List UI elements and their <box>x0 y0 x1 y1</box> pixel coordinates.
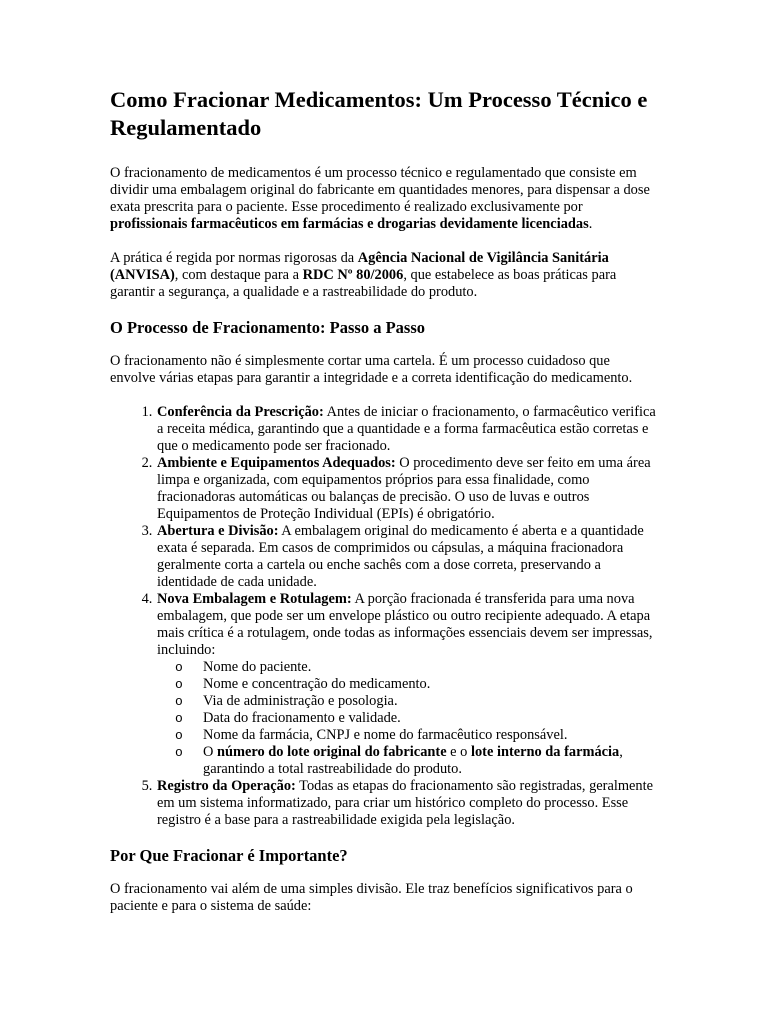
list-item-step-2 <box>156 455 658 523</box>
anvisa-bold: Agência Nacional de Vigilância Sanitária (ANVISA) <box>110 250 609 283</box>
list-item-step-4 <box>156 591 658 778</box>
intro-p2-text: A prática é regida por normas rigorosas da <box>110 250 358 266</box>
intro-p1-bold: profissionais farmacêuticos em farmácias e drogarias devidamente licenciadas <box>110 216 589 232</box>
label-info-sublist <box>157 659 658 778</box>
list-item-step-1 <box>156 404 658 455</box>
step-text: A embalagem original do medicamento é aberta e a quantidade exata é separada. Em casos de comprimidos ou cápsulas, a máquina fracionadora geralmente corta a cartela ou enche sachês com a dose correta, preservando a identidade de cada unidade. <box>157 523 644 590</box>
step-text: Todas as etapas do fracionamento são registradas, geralmente em um sistema informatizado, para criar um histórico completo do processo. Esse registro é a base para a rastreabilidade exigida pela legislação. <box>157 778 653 828</box>
lot-mid: e o <box>446 744 471 760</box>
step-title: Conferência da Prescrição: <box>157 404 324 420</box>
section-heading-process: O Processo de Fracionamento: Passo a Passo <box>110 318 425 337</box>
lot-original-bold: número do lote original do fabricante <box>217 744 447 760</box>
section-process-intro: O fracionamento não é simplesmente cortar uma cartela. É um processo cuidadoso que envolve várias etapas para garantir a integridade e a correta identificação do medicamento. <box>110 353 633 386</box>
sublist-item: o Via de administração e posologia. <box>175 693 658 710</box>
sublist-item: o Nome da farmácia, CNPJ e nome do farmacêutico responsável. <box>175 727 658 744</box>
list-item-step-3 <box>156 523 658 591</box>
section-importance-intro: O fracionamento vai além de uma simples divisão. Ele traz benefícios significativos para o paciente e para o sistema de saúde: <box>110 881 633 914</box>
intro-paragraph-1 <box>110 165 658 233</box>
intro-p1-text: O fracionamento de medicamentos é um processo técnico e regulamentado que consiste em dividir uma embalagem original do fabricante em quantidades menores, para dispensar a dose exata prescrita para o paciente. Esse procedimento é realizado exclusivamente por <box>110 165 650 215</box>
step-text: O procedimento deve ser feito em uma área limpa e organizada, com equipamentos próprios para essa finalidade, como fracionadoras automáticas ou balanças de precisão. O uso de luvas e outros Equipamentos de Proteção Individual (EPIs) é obrigatório. <box>157 455 651 522</box>
step-title: Nova Embalagem e Rotulagem: <box>157 591 352 607</box>
sublist-item: o Data do fracionamento e validade. <box>175 710 658 727</box>
step-title: Abertura e Divisão: <box>157 523 279 539</box>
sublist-item-lot <box>175 744 658 778</box>
page-title: Como Fracionar Medicamentos: Um Processo Técnico e Regulamentado <box>110 87 648 140</box>
sublist-item: o Nome do paciente. <box>175 659 658 676</box>
intro-paragraph-2 <box>110 250 658 301</box>
section-heading-importance: Por Que Fracionar é Importante? <box>110 846 348 865</box>
lot-end: , garantindo a total rastreabilidade do produto. <box>203 744 623 777</box>
lot-pre: O <box>203 744 217 760</box>
step-title: Registro da Operação: <box>157 778 296 794</box>
process-steps-list <box>110 404 658 829</box>
step-title: Ambiente e Equipamentos Adequados: <box>157 455 396 471</box>
intro-p2-end: , que estabelece as boas práticas para garantir a segurança, a qualidade e a rastreabilidade do produto. <box>110 267 617 300</box>
lot-internal-bold: lote interno da farmácia <box>470 744 620 760</box>
sublist-item: o Nome e concentração do medicamento. <box>175 676 658 693</box>
step-text: A porção fracionada é transferida para uma nova embalagem, que pode ser um envelope plástico ou outro recipiente adequado. A etapa mais crítica é a rotulagem, onde todas as informações essenciais devem ser impressas, incluindo: <box>157 591 653 658</box>
document-page <box>110 86 658 932</box>
intro-p2-mid: , com destaque para a <box>174 267 303 283</box>
intro-p1-end: . <box>588 216 593 232</box>
list-item-step-5 <box>156 778 658 829</box>
rdc-bold: RDC Nº 80/2006 <box>302 267 404 283</box>
step-text: Antes de iniciar o fracionamento, o farmacêutico verifica a receita médica, garantindo que a quantidade e a forma farmacêutica estão corretas e que o medicamento pode ser fracionado. <box>157 404 656 454</box>
